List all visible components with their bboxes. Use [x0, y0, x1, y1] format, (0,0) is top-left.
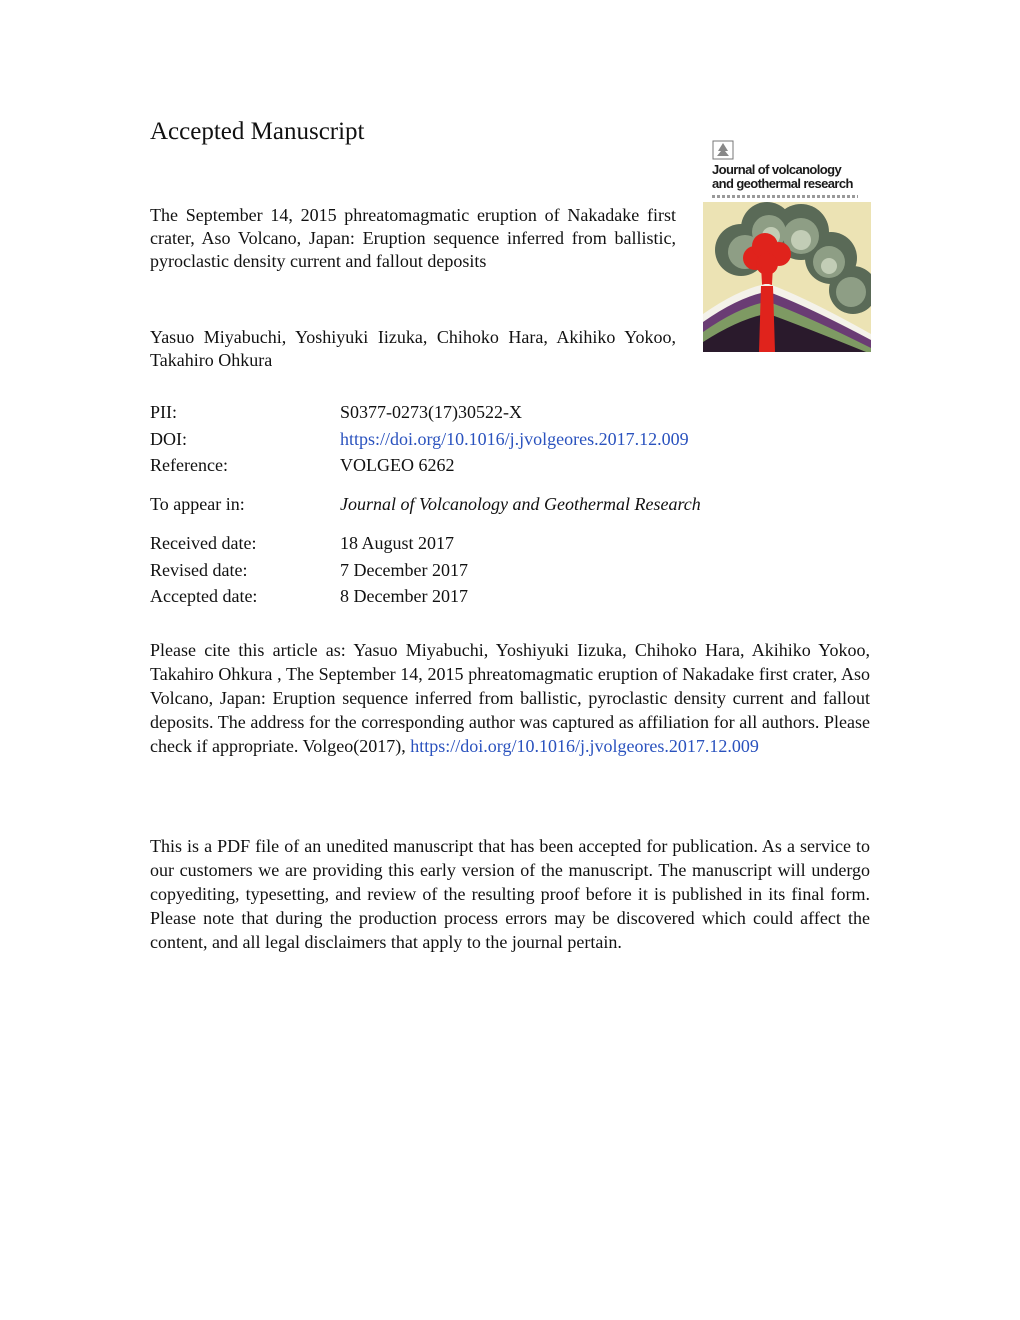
accepted-value: 8 December 2017: [340, 586, 468, 606]
citation-text: Please cite this article as: Yasuo Miyabuchi, Yoshiyuki Iizuka, Chihoko Hara, Akihiko Yokoo, Takahiro Ohkura , The September 14, 2015 phreatomagmatic eruption of Nakadake first crater, Aso Volcano, Japan: Eruption sequence inferred from ballistic, pyroclastic density current and fallout deposits. The address for the corresponding author was captured as affiliation for all authors. Please check if appropriate. Volgeo(2017),: [150, 640, 870, 756]
reference-value: VOLGEO 6262: [340, 455, 455, 475]
journal-name: Journal of Volcanology and Geothermal Research: [340, 494, 701, 514]
received-value: 18 August 2017: [340, 533, 455, 553]
journal-cover-title-line1: Journal of volcanology: [712, 162, 842, 177]
page-heading: Accepted Manuscript: [150, 118, 365, 145]
volcano-illustration: [703, 202, 871, 352]
pii-value: S0377-0273(17)30522-X: [340, 402, 522, 422]
revised-value: 7 December 2017: [340, 560, 468, 580]
accepted-label: Accepted date:: [150, 586, 258, 606]
received-label: Received date:: [150, 533, 257, 553]
cover-fine-print: [712, 195, 858, 198]
doi-link[interactable]: https://doi.org/10.1016/j.jvolgeores.2017.12.009: [340, 429, 689, 449]
pii-label: PII:: [150, 402, 177, 422]
revised-label: Revised date:: [150, 560, 248, 580]
disclaimer-paragraph: This is a PDF file of an unedited manuscript that has been accepted for publication. As a service to our customers we are providing this early version of the manuscript. The manuscript will undergo copyediting, typesetting, and review of the resulting proof before it is published in its final form. Please note that during the production process errors may be discovered which could affect the content, and all legal disclaimers that apply to the journal pertain.: [150, 836, 870, 952]
reference-label: Reference:: [150, 455, 228, 475]
journal-cover: [703, 138, 871, 352]
citation-doi-link[interactable]: https://doi.org/10.1016/j.jvolgeores.2017.12.009: [410, 736, 759, 756]
journal-cover-title-line2: and geothermal research: [712, 176, 853, 191]
article-title: The September 14, 2015 phreatomagmatic eruption of Nakadake first crater, Aso Volcano, Japan: Eruption sequence inferred from ballistic, pyroclastic density current and fallout deposits: [150, 205, 676, 271]
doi-label: DOI:: [150, 429, 187, 449]
citation-paragraph: [150, 638, 870, 758]
appear-label: To appear in:: [150, 494, 245, 514]
journal-cover-title: [712, 163, 853, 191]
article-authors: Yasuo Miyabuchi, Yoshiyuki Iizuka, Chihoko Hara, Akihiko Yokoo, Takahiro Ohkura: [150, 327, 676, 370]
elsevier-logo-icon: [712, 140, 734, 160]
